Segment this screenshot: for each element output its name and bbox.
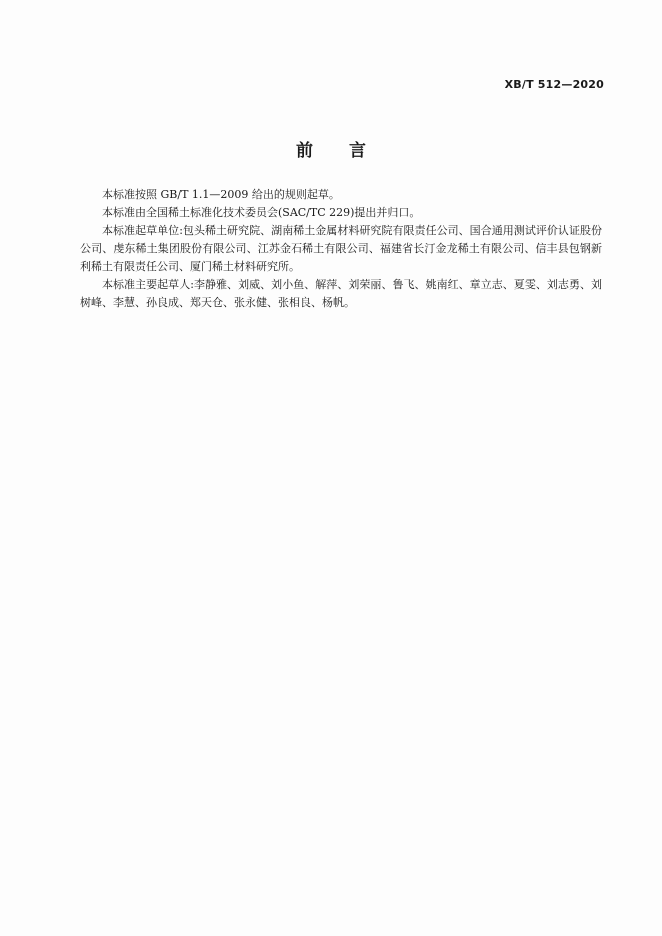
paragraph-drafting-rules: 本标准按照 GB/T 1.1—2009 给出的规则起草。 bbox=[102, 188, 340, 201]
document-body bbox=[80, 186, 602, 312]
paragraph-drafters: 本标准主要起草人:李静雅、刘威、刘小鱼、解萍、刘荣丽、鲁飞、姚南红、章立志、夏雯、刘志勇、刘树峰、李慧、孙良成、郑天仓、张永健、张相良、杨帆。 bbox=[80, 278, 602, 309]
page-title: 前言 bbox=[296, 141, 402, 161]
standard-code: XB/T 512—2020 bbox=[504, 78, 604, 91]
paragraph-proposer: 本标准由全国稀土标准化技术委员会(SAC/TC 229)提出并归口。 bbox=[102, 206, 421, 219]
paragraph-drafting-units: 本标准起草单位:包头稀土研究院、湖南稀土金属材料研究院有限责任公司、国合通用测试评价认证股份公司、虔东稀土集团股份有限公司、江苏金石稀土有限公司、福建省长汀金龙稀土有限公司、信丰县包钢新利稀土有限责任公司、厦门稀土材料研究所。 bbox=[80, 224, 602, 273]
